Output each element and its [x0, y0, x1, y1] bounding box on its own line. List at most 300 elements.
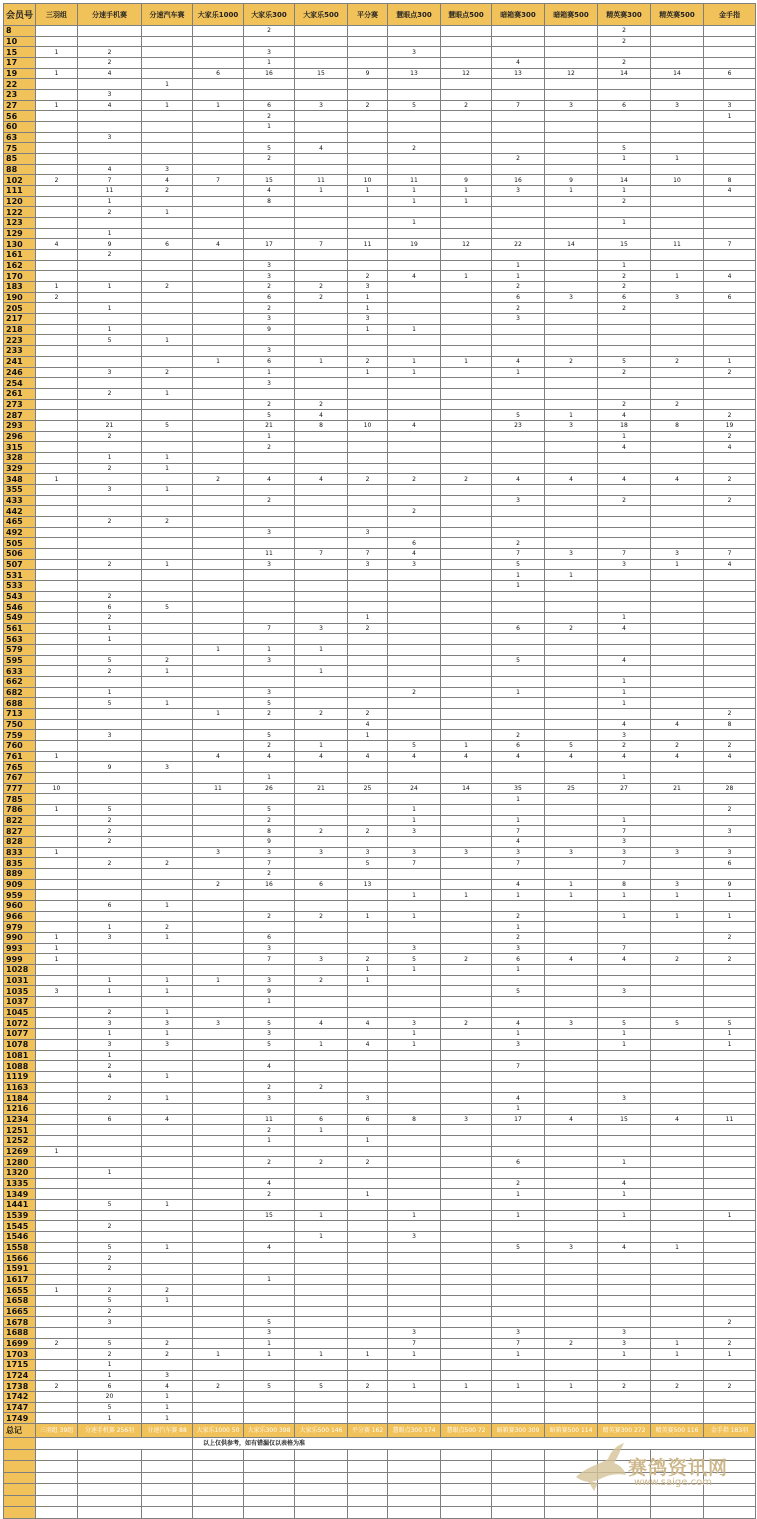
count-cell: [142, 709, 193, 720]
count-cell: [651, 858, 704, 869]
count-cell: [348, 495, 388, 506]
count-cell: 2: [348, 623, 388, 634]
count-cell: 2: [193, 474, 244, 485]
count-cell: [441, 282, 492, 293]
blank-cell: [193, 1507, 244, 1519]
member-id-cell: 1045: [4, 1007, 36, 1018]
count-cell: 3: [388, 1018, 441, 1029]
count-cell: [36, 1253, 78, 1264]
count-cell: 3: [492, 1039, 545, 1050]
count-cell: [441, 815, 492, 826]
count-cell: [295, 58, 348, 69]
count-cell: 1: [348, 303, 388, 314]
count-cell: [441, 602, 492, 613]
count-cell: [441, 132, 492, 143]
count-cell: 5: [244, 1381, 295, 1392]
count-cell: 5: [244, 730, 295, 741]
count-cell: [348, 1413, 388, 1424]
count-cell: [492, 1370, 545, 1381]
count-cell: [193, 933, 244, 944]
count-cell: [36, 687, 78, 698]
count-cell: [441, 1189, 492, 1200]
member-id-cell: 1349: [4, 1189, 36, 1200]
count-cell: [441, 773, 492, 784]
count-cell: 16: [244, 68, 295, 79]
total-cell: 精英赛300 272: [598, 1424, 651, 1438]
count-cell: 1: [545, 570, 598, 581]
count-cell: [244, 538, 295, 549]
blank-cell: [388, 1484, 441, 1496]
count-cell: [142, 1061, 193, 1072]
count-cell: [545, 431, 598, 442]
count-cell: 1: [36, 943, 78, 954]
count-cell: [36, 698, 78, 709]
blank-cell: [545, 1484, 598, 1496]
count-cell: [388, 122, 441, 133]
count-cell: 2: [78, 1093, 142, 1104]
count-cell: 5: [78, 805, 142, 816]
count-cell: 2: [598, 303, 651, 314]
count-cell: 1: [78, 1050, 142, 1061]
count-cell: [545, 79, 598, 90]
count-cell: [545, 1370, 598, 1381]
count-cell: [78, 911, 142, 922]
count-cell: [388, 527, 441, 538]
member-id-cell: 15: [4, 47, 36, 58]
count-cell: [142, 591, 193, 602]
count-cell: [78, 847, 142, 858]
table-row: [4, 869, 756, 880]
count-cell: [598, 1135, 651, 1146]
blank-cell: [142, 1472, 193, 1484]
member-id-cell: 786: [4, 805, 36, 816]
count-cell: [142, 26, 193, 37]
count-cell: [545, 324, 598, 335]
count-cell: 4: [244, 1242, 295, 1253]
blank-cell: [142, 1449, 193, 1461]
count-cell: [36, 378, 78, 389]
count-cell: [492, 143, 545, 154]
count-cell: 2: [244, 111, 295, 122]
count-cell: [193, 122, 244, 133]
member-id-cell: 315: [4, 442, 36, 453]
count-cell: [651, 1039, 704, 1050]
count-cell: 1: [142, 1093, 193, 1104]
blank-cell: [348, 1495, 388, 1507]
count-cell: [36, 516, 78, 527]
count-cell: 2: [78, 1306, 142, 1317]
count-cell: 1: [78, 1029, 142, 1040]
count-cell: 1: [193, 100, 244, 111]
count-cell: [388, 399, 441, 410]
count-cell: [142, 527, 193, 538]
count-cell: [598, 666, 651, 677]
table-row: [4, 1231, 756, 1242]
count-cell: [704, 965, 756, 976]
count-cell: [36, 143, 78, 154]
count-cell: 1: [36, 847, 78, 858]
count-cell: [295, 997, 348, 1008]
count-cell: [388, 292, 441, 303]
blank-cell: [545, 1461, 598, 1473]
count-cell: [441, 1050, 492, 1061]
count-cell: [492, 442, 545, 453]
count-cell: 1: [36, 1285, 78, 1296]
count-cell: [295, 805, 348, 816]
blank-cell: [78, 1507, 142, 1519]
count-cell: [348, 516, 388, 527]
count-cell: [545, 709, 598, 720]
count-cell: [704, 122, 756, 133]
count-cell: 3: [492, 186, 545, 197]
count-cell: 4: [598, 719, 651, 730]
count-cell: 1: [142, 698, 193, 709]
count-cell: [348, 1221, 388, 1232]
count-cell: [193, 858, 244, 869]
count-cell: 1: [193, 356, 244, 367]
count-cell: [36, 410, 78, 421]
count-cell: [388, 1199, 441, 1210]
count-cell: [193, 1189, 244, 1200]
count-cell: [193, 612, 244, 623]
count-cell: [295, 527, 348, 538]
count-cell: 1: [598, 1157, 651, 1168]
count-cell: [36, 1242, 78, 1253]
table-row: [4, 68, 756, 79]
count-cell: 5: [492, 559, 545, 570]
count-cell: 2: [598, 26, 651, 37]
count-cell: 1: [36, 282, 78, 293]
count-cell: [704, 591, 756, 602]
count-cell: [545, 1061, 598, 1072]
table-row: [4, 666, 756, 677]
count-cell: [295, 314, 348, 325]
count-cell: 7: [492, 1338, 545, 1349]
total-cell: 平分赛 162: [348, 1424, 388, 1438]
count-cell: [295, 484, 348, 495]
count-cell: [36, 196, 78, 207]
count-cell: [348, 196, 388, 207]
count-cell: [348, 1050, 388, 1061]
blank-cell: [492, 1461, 545, 1473]
count-cell: 4: [388, 420, 441, 431]
blank-cell: [704, 1449, 756, 1461]
count-cell: [36, 879, 78, 890]
count-cell: 11: [78, 186, 142, 197]
count-cell: 3: [545, 292, 598, 303]
count-cell: [193, 250, 244, 261]
member-id-cell: 1088: [4, 1061, 36, 1072]
count-cell: 5: [492, 986, 545, 997]
count-cell: [193, 570, 244, 581]
count-cell: 2: [142, 1349, 193, 1360]
count-cell: 3: [193, 847, 244, 858]
count-cell: [492, 975, 545, 986]
count-cell: [492, 1402, 545, 1413]
count-cell: [295, 538, 348, 549]
count-cell: 6: [492, 741, 545, 752]
count-cell: [492, 1359, 545, 1370]
member-id-cell: 1747: [4, 1402, 36, 1413]
totals-label: 总记: [4, 1424, 36, 1438]
count-cell: [36, 890, 78, 901]
count-cell: [193, 965, 244, 976]
member-id-cell: 170: [4, 271, 36, 282]
count-cell: [704, 1178, 756, 1189]
count-cell: [388, 111, 441, 122]
count-cell: [78, 1189, 142, 1200]
member-id-cell: 531: [4, 570, 36, 581]
count-cell: 23: [492, 420, 545, 431]
count-cell: [598, 997, 651, 1008]
count-cell: 4: [704, 186, 756, 197]
total-cell: 大家乐300 398: [244, 1424, 295, 1438]
count-cell: 1: [704, 1029, 756, 1040]
count-cell: [193, 79, 244, 90]
count-cell: [36, 922, 78, 933]
blank-cell: [388, 1472, 441, 1484]
count-cell: [36, 228, 78, 239]
count-cell: 1: [441, 271, 492, 282]
count-cell: [598, 506, 651, 517]
count-cell: [545, 143, 598, 154]
count-cell: [651, 1295, 704, 1306]
count-cell: [142, 634, 193, 645]
table-row: [4, 420, 756, 431]
count-cell: [651, 1285, 704, 1296]
count-cell: 1: [142, 463, 193, 474]
count-cell: [388, 580, 441, 591]
count-cell: [651, 986, 704, 997]
count-cell: [36, 1125, 78, 1136]
count-cell: 1: [651, 559, 704, 570]
count-cell: [441, 1029, 492, 1040]
count-cell: [388, 26, 441, 37]
count-cell: [492, 228, 545, 239]
table-row: [4, 805, 756, 816]
count-cell: [545, 260, 598, 271]
count-cell: [244, 794, 295, 805]
count-cell: [348, 933, 388, 944]
count-cell: [36, 1039, 78, 1050]
count-cell: [348, 1274, 388, 1285]
count-cell: [348, 698, 388, 709]
count-cell: [704, 463, 756, 474]
count-cell: 2: [78, 1007, 142, 1018]
count-cell: 1: [388, 1029, 441, 1040]
count-cell: [651, 1071, 704, 1082]
count-cell: [388, 612, 441, 623]
count-cell: [388, 410, 441, 421]
count-cell: [441, 698, 492, 709]
count-cell: 3: [388, 826, 441, 837]
count-cell: [193, 1082, 244, 1093]
count-cell: 5: [78, 1199, 142, 1210]
count-cell: [295, 516, 348, 527]
count-cell: 3: [545, 100, 598, 111]
count-cell: [704, 901, 756, 912]
count-cell: 2: [651, 954, 704, 965]
count-cell: [651, 687, 704, 698]
count-cell: [388, 58, 441, 69]
count-cell: 1: [441, 196, 492, 207]
count-cell: 1: [348, 1349, 388, 1360]
member-id-cell: 122: [4, 207, 36, 218]
count-cell: [598, 47, 651, 58]
count-cell: [441, 623, 492, 634]
count-cell: 11: [244, 1114, 295, 1125]
member-id-cell: 1658: [4, 1295, 36, 1306]
count-cell: [193, 623, 244, 634]
count-cell: 2: [244, 26, 295, 37]
count-cell: [545, 1125, 598, 1136]
count-cell: 1: [492, 687, 545, 698]
count-cell: [244, 612, 295, 623]
count-cell: [704, 570, 756, 581]
blank-cell: [142, 1507, 193, 1519]
count-cell: [142, 676, 193, 687]
member-id-cell: 254: [4, 378, 36, 389]
count-cell: [388, 986, 441, 997]
count-cell: 5: [244, 410, 295, 421]
count-cell: [295, 794, 348, 805]
count-cell: [142, 1317, 193, 1328]
count-cell: 1: [244, 58, 295, 69]
count-cell: [492, 997, 545, 1008]
table-row: [4, 612, 756, 623]
count-cell: [441, 826, 492, 837]
count-cell: 11: [244, 548, 295, 559]
count-cell: [441, 79, 492, 90]
count-cell: [704, 1359, 756, 1370]
count-cell: [193, 1210, 244, 1221]
member-id-cell: 595: [4, 655, 36, 666]
count-cell: 1: [78, 1167, 142, 1178]
table-row: [4, 965, 756, 976]
member-id-cell: 328: [4, 452, 36, 463]
count-cell: [244, 1263, 295, 1274]
count-cell: [441, 901, 492, 912]
count-cell: [388, 442, 441, 453]
count-cell: [651, 1402, 704, 1413]
count-cell: [388, 1253, 441, 1264]
count-cell: [142, 1263, 193, 1274]
count-cell: [545, 1327, 598, 1338]
count-cell: [441, 527, 492, 538]
count-cell: [193, 666, 244, 677]
count-cell: [704, 484, 756, 495]
member-id-cell: 688: [4, 698, 36, 709]
count-cell: [36, 58, 78, 69]
count-cell: 3: [244, 559, 295, 570]
count-cell: 4: [598, 751, 651, 762]
count-cell: [348, 388, 388, 399]
count-cell: 1: [36, 751, 78, 762]
count-cell: [244, 591, 295, 602]
count-cell: [36, 132, 78, 143]
count-cell: [598, 452, 651, 463]
count-cell: [651, 570, 704, 581]
count-cell: [651, 1082, 704, 1093]
count-cell: [142, 1306, 193, 1317]
count-cell: 1: [704, 111, 756, 122]
count-cell: [295, 1071, 348, 1082]
count-cell: [348, 890, 388, 901]
table-row: [4, 837, 756, 848]
count-cell: [651, 79, 704, 90]
count-cell: [598, 463, 651, 474]
count-cell: [193, 986, 244, 997]
count-cell: [193, 260, 244, 271]
count-cell: 1: [492, 1029, 545, 1040]
count-cell: [142, 132, 193, 143]
count-cell: [193, 901, 244, 912]
count-cell: 3: [244, 346, 295, 357]
table-row: [4, 773, 756, 784]
member-id-cell: 759: [4, 730, 36, 741]
count-cell: [441, 1071, 492, 1082]
count-cell: 6: [244, 356, 295, 367]
count-cell: [704, 623, 756, 634]
table-row: [4, 644, 756, 655]
count-cell: [193, 1402, 244, 1413]
count-cell: 6: [704, 68, 756, 79]
count-cell: 1: [598, 431, 651, 442]
count-cell: [651, 506, 704, 517]
count-cell: [651, 591, 704, 602]
count-cell: [598, 79, 651, 90]
table-row: [4, 292, 756, 303]
count-cell: [651, 1103, 704, 1114]
count-cell: 1: [36, 100, 78, 111]
count-cell: 1: [78, 1413, 142, 1424]
count-cell: 1: [492, 1349, 545, 1360]
count-cell: [704, 164, 756, 175]
count-cell: [441, 762, 492, 773]
count-cell: [295, 1413, 348, 1424]
blank-cell: [545, 1449, 598, 1461]
count-cell: [348, 676, 388, 687]
count-cell: 1: [388, 805, 441, 816]
count-cell: [78, 538, 142, 549]
count-cell: 4: [598, 655, 651, 666]
count-cell: [492, 773, 545, 784]
table-row: [4, 79, 756, 90]
count-cell: [348, 218, 388, 229]
count-cell: [142, 378, 193, 389]
count-cell: [545, 634, 598, 645]
member-id-cell: 1546: [4, 1231, 36, 1242]
count-cell: [651, 495, 704, 506]
count-cell: [492, 388, 545, 399]
count-cell: [651, 1189, 704, 1200]
count-cell: [441, 367, 492, 378]
count-cell: 4: [598, 1242, 651, 1253]
member-id-cell: 822: [4, 815, 36, 826]
count-cell: [193, 922, 244, 933]
count-cell: [295, 1274, 348, 1285]
count-cell: [348, 1167, 388, 1178]
count-cell: [545, 282, 598, 293]
count-cell: [388, 1125, 441, 1136]
count-cell: [545, 997, 598, 1008]
count-cell: [348, 1242, 388, 1253]
table-row: [4, 1413, 756, 1424]
count-cell: 6: [244, 292, 295, 303]
count-cell: [36, 580, 78, 591]
table-row: [4, 954, 756, 965]
count-cell: 4: [545, 474, 598, 485]
